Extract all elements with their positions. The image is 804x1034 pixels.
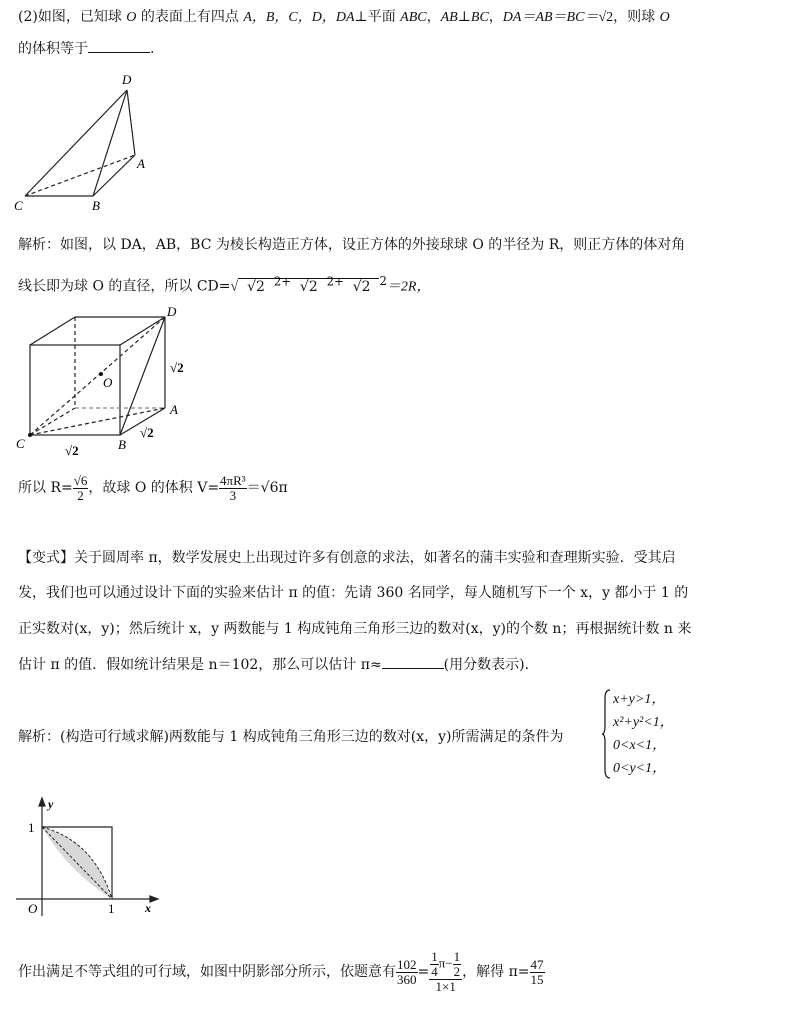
tetrahedron-figure: [10, 68, 170, 216]
numerator: 4πR³: [220, 472, 246, 488]
numerator: 102: [397, 956, 417, 972]
text: ＝2R，: [386, 279, 431, 295]
text: 的体积等于: [18, 41, 88, 57]
label-a: A: [170, 402, 178, 417]
denominator: 360: [397, 971, 417, 987]
points: A，B，C，D，: [243, 10, 336, 25]
plane-abc: ABC: [400, 10, 427, 25]
edge-ca-hidden: [25, 155, 135, 196]
line-x-plus-y: [42, 827, 112, 899]
label-d: D: [122, 72, 132, 87]
fraction-answer: [530, 958, 545, 987]
term: √2: [247, 278, 265, 295]
variant-line-1: 【变式】关于圆周率 π，数学发展史上出现过许多有创意的求法，如著名的蒲丰实验和查理斯实验．受其启: [18, 550, 676, 566]
edge-da: [127, 90, 135, 155]
numerator: 1: [453, 949, 461, 964]
denominator: 4: [431, 964, 438, 979]
period: .: [150, 41, 155, 57]
label-x: x: [145, 901, 151, 915]
condition: x+y>1，: [613, 692, 666, 707]
label-y-1: 1: [28, 820, 35, 835]
numerator: √6: [73, 472, 88, 488]
text: 估计 π 的值．假如统计结果是 n＝102，那么可以估计 π≈: [18, 657, 382, 673]
text: 线长即为球 O 的直径，所以 CD=: [18, 278, 231, 295]
perp: ⊥: [457, 9, 471, 25]
denominator: 15: [530, 971, 544, 987]
label-o: O: [103, 375, 113, 390]
fraction-102-360: [396, 958, 418, 987]
sq-plus: 2+: [273, 274, 292, 288]
condition: 0<x<1，: [613, 738, 667, 753]
solution-line-2: [18, 272, 430, 297]
sq: 2: [379, 274, 387, 288]
denominator: 2: [77, 487, 84, 503]
var-o: O: [659, 10, 670, 25]
label-origin: O: [28, 901, 38, 916]
point-c: [28, 433, 32, 437]
label-b: B: [118, 437, 126, 452]
seg-da: DA: [335, 10, 355, 25]
term: √2: [299, 278, 318, 295]
numerator: 47: [530, 956, 544, 972]
label-b: B: [92, 198, 100, 213]
edge-bd: [120, 317, 165, 435]
text: 的表面上有四点: [136, 9, 244, 25]
numerator: [429, 950, 462, 980]
x-arrow-icon: [150, 896, 158, 902]
text: 所以 R=: [18, 480, 73, 496]
fraction-area: [429, 950, 462, 994]
text: ⊥平面: [354, 9, 401, 25]
condition-list: [613, 688, 674, 780]
brace: [602, 688, 610, 780]
var-o: O: [126, 10, 137, 25]
problem-line-2: [18, 40, 154, 58]
label-sqrt2-da: √2: [170, 360, 184, 375]
text: ，则球: [613, 9, 660, 25]
seg-ab: AB: [440, 10, 458, 25]
problem-line-1: [18, 8, 670, 27]
seg-bc: BC: [470, 10, 489, 25]
sep: ，: [426, 9, 441, 25]
variant-line-2: 发，我们也可以通过设计下面的实验来估计 π 的值：先请 360 名同学，每人随机写下一个 x，y 都小于 1 的: [18, 585, 689, 601]
text: (2)如图，已知球: [18, 9, 127, 25]
solution2-text: 解析：(构造可行域求解)两数能与 1 构成钝角三角形三边的数对(x，y)所需满足的条件为: [18, 729, 564, 745]
sep: ，: [488, 9, 503, 25]
sqrt-sign: √: [230, 279, 239, 295]
sq-plus: 2+: [326, 274, 344, 288]
fraction-half: [453, 950, 462, 979]
numerator: 1: [431, 949, 438, 964]
fraction-v: [219, 474, 247, 503]
label-a: A: [137, 156, 145, 171]
y-arrow-icon: [39, 798, 45, 806]
condition: 0<y<1，: [613, 761, 667, 776]
edge: [120, 317, 165, 345]
text: ，故球 O 的体积 V=: [88, 480, 220, 496]
solution-line-1: 解析：如图，以 DA，AB，BC 为棱长构造正方体，设正方体的外接球球 O 的半径为 R，则正方体的体对角: [18, 237, 686, 253]
diagonal-cd: [30, 317, 165, 435]
equals: =: [417, 964, 430, 980]
condition: x²+y²<1，: [613, 715, 674, 730]
text: 作出满足不等式组的可行域，如图中阴影部分所示，依题意有: [18, 964, 396, 980]
answer-blank: [88, 40, 150, 53]
feasible-region-figure: [8, 796, 168, 920]
variant-line-4: [18, 656, 539, 674]
equality: DA＝AB＝BC＝: [502, 10, 599, 25]
label-sqrt2-cb: √2: [65, 443, 79, 458]
denominator: 3: [229, 487, 237, 503]
label-y: y: [48, 797, 54, 811]
term: √2: [352, 278, 371, 295]
text: ，解得 π=: [462, 964, 530, 980]
edge-dc: [25, 90, 127, 196]
sqrt2: √2: [598, 10, 614, 25]
fraction-r: [73, 474, 89, 503]
text: (用分数表示)．: [443, 657, 539, 673]
denominator: 2: [453, 964, 461, 979]
label-c: C: [16, 436, 25, 451]
final-line: [18, 948, 545, 996]
text: ＝√6π: [246, 480, 288, 496]
result-line: [18, 470, 288, 506]
label-c: C: [14, 198, 23, 213]
edge: [30, 317, 75, 345]
variant-line-3: 正实数对(x，y)；然后统计 x，y 两数能与 1 构成钝角三角形三边的数对(x，y)的个数 n；再根据统计数 n 来: [18, 621, 692, 637]
sqrt-radicand: [238, 274, 379, 295]
label-x-1: 1: [108, 901, 115, 916]
label-d: D: [167, 304, 177, 319]
answer-blank: [382, 656, 444, 669]
denominator: 1×1: [435, 979, 456, 994]
pi-minus: π−: [438, 955, 453, 971]
fraction-quarter: [430, 950, 439, 979]
label-sqrt2-ba: √2: [140, 425, 154, 440]
cube-figure: [10, 302, 200, 462]
